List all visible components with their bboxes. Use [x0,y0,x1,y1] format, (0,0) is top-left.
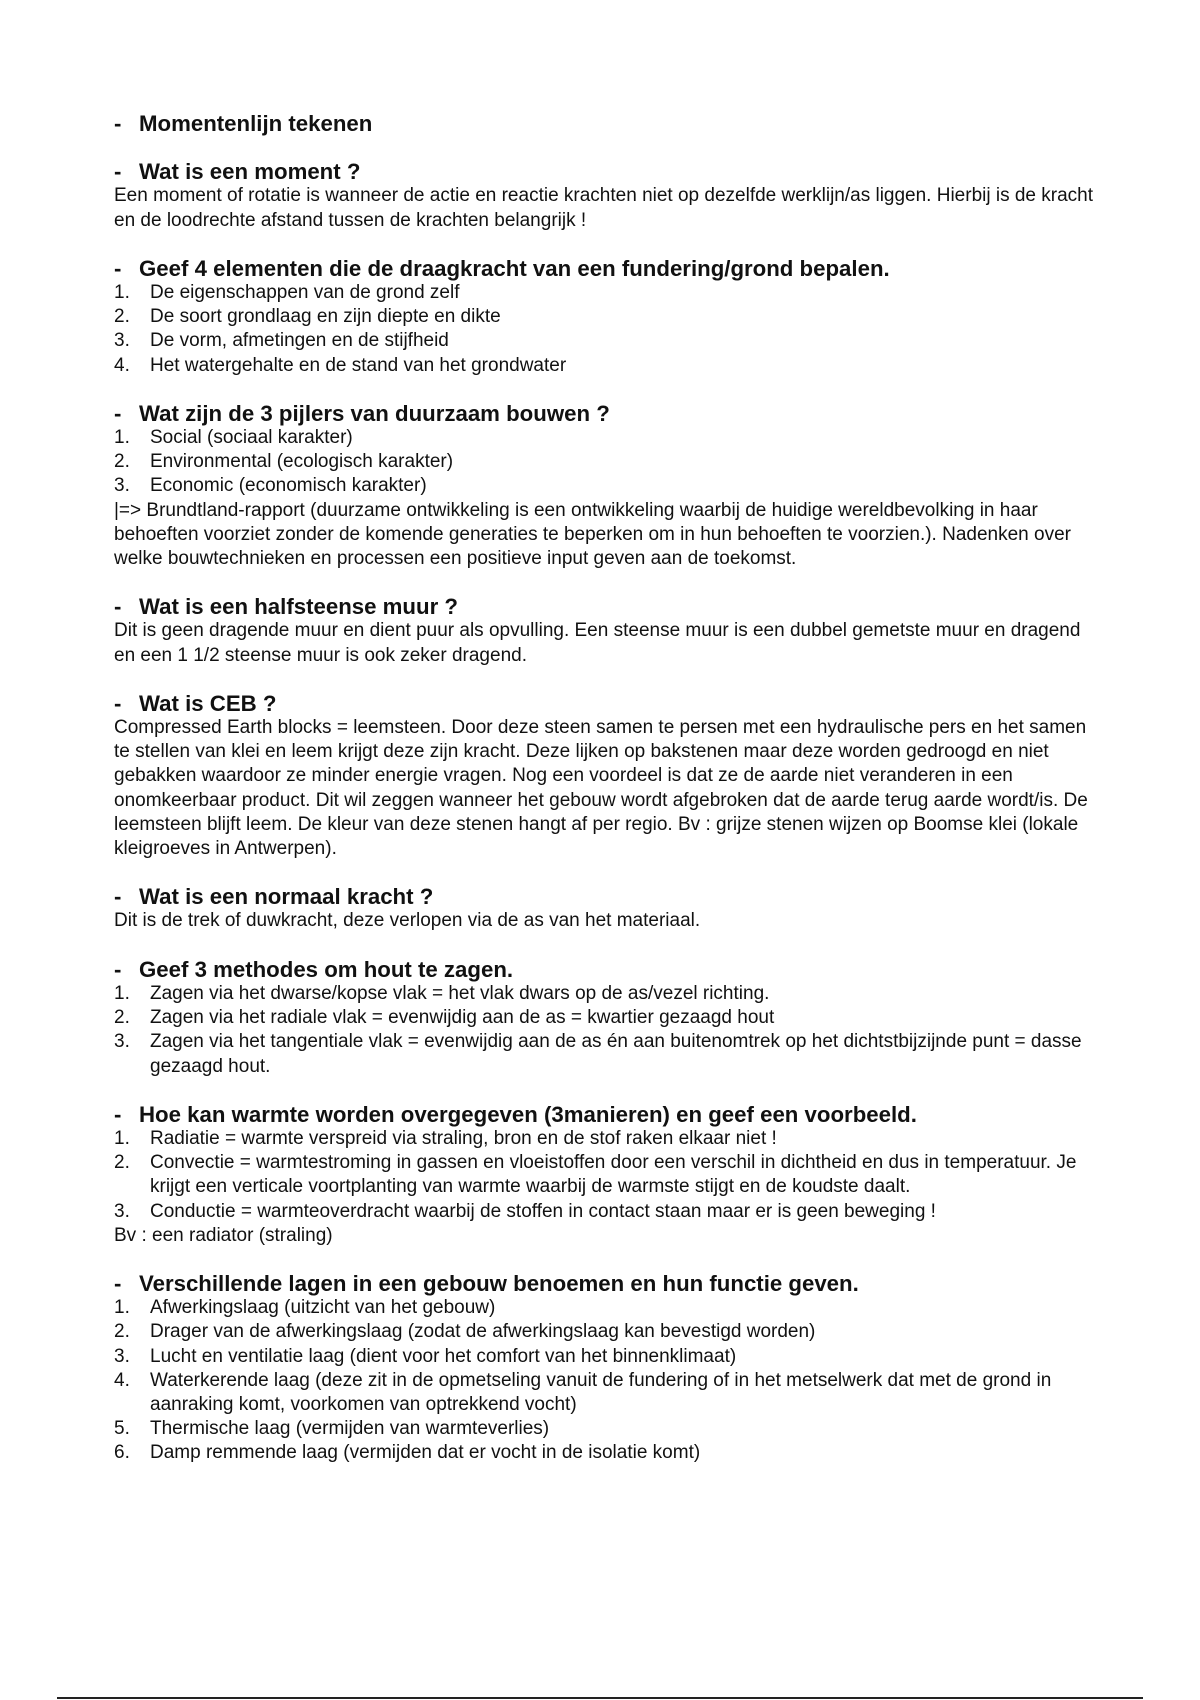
heading-text: Hoe kan warmte worden overgegeven (3manieren) en geef een voorbeeld. [139,1101,917,1127]
section-lagen [114,1272,1104,1466]
item-text: Lucht en ventilatie laag (dient voor het comfort van het binnenklimaat) [150,1345,737,1367]
item-text: Het watergehalte en de stand van het grondwater [150,354,567,376]
item-number: 1. [114,282,130,304]
bullet-dash: - [114,159,122,185]
heading-text: Geef 3 methodes om hout te zagen. [139,956,514,982]
item-number: 2. [114,306,130,328]
list-item [114,474,1104,498]
bullet-dash: - [114,690,122,716]
list-item [114,305,1104,329]
item-number: 1. [114,1297,130,1319]
list-item [114,1441,1104,1465]
heading-text: Wat is een normaal kracht ? [139,884,434,910]
section-heading [114,402,1104,426]
heading-text: Verschillende lagen in een gebouw benoemen en hun functie geven. [139,1270,859,1296]
item-text: Radiatie = warmte verspreid via straling, bron en de stof raken elkaar niet ! [150,1127,777,1149]
list-item [114,354,1104,378]
list-item [114,1320,1104,1344]
item-text: De vorm, afmetingen en de stijfheid [150,330,449,352]
item-text: Zagen via het tangentiale vlak = evenwijdig aan de as én aan buitenomtrek op het dichtstbijzijnde punt = dasse gezaagd hout. [150,1031,1082,1077]
item-number: 3. [114,1200,130,1222]
item-number: 3. [114,330,130,352]
section-heading [114,257,1104,281]
section-draagkracht [114,257,1104,378]
answer-paragraph: Dit is geen dragende muur en dient puur als opvulling. Een steense muur is een dubbel gemetste muur en dragend en een 1 1/2 steense muur is ook zeker dragend. [114,620,1081,666]
item-text: Damp remmende laag (vermijden dat er vocht in de isolatie komt) [150,1442,701,1464]
heading-text: Wat is een halfsteense muur ? [139,594,458,620]
section-halfsteense-muur [114,595,1104,668]
section-normaal-kracht [114,885,1104,933]
item-text: Waterkerende laag (deze zit in de opmetseling vanuit de fundering of in het metselwerk dat met de grond in aanraking komt, voorkomen van optrekkend vocht) [150,1369,1052,1415]
list-item [114,982,1104,1006]
answer-paragraph: Compressed Earth blocks = leemsteen. Door deze steen samen te persen met een hydraulische pers en het samen te stellen van klei en leem krijgt deze zijn kracht. Deze lijken op bakstenen maar deze worden gedroogd en niet gebakken waardoor ze minder energie vragen. Nog een voordeel is dat ze de aarde niet veranderen in een onomkeerbaar product. Dit wil zeggen wanneer het gebouw wordt afgebroken dat de aarde terug aarde wordt/is. De leemsteen blijft leem. De kleur van deze stenen hangt af per regio. Bv : grijze stenen wijzen op Boomse klei (lokale kleigroeves in Antwerpen). [114,717,1088,860]
item-text: Afwerkingslaag (uitzicht van het gebouw) [150,1297,496,1319]
section-hout-zagen [114,958,1104,1079]
list-item [114,1127,1104,1151]
item-number: 4. [114,354,130,376]
item-number: 6. [114,1442,130,1464]
list-item [114,1417,1104,1441]
heading-text: Geef 4 elementen die de draagkracht van een fundering/grond bepalen. [139,255,890,281]
numbered-list [114,1127,1104,1224]
section-heading [114,885,1104,909]
item-text: Environmental (ecologisch karakter) [150,451,454,473]
item-number: 1. [114,427,130,449]
numbered-list [114,982,1104,1079]
answer-paragraph: Dit is de trek of duwkracht, deze verlopen via de as van het materiaal. [114,910,701,932]
item-number: 2. [114,451,130,473]
list-item [114,329,1104,353]
item-text: Conductie = warmteoverdracht waarbij de stoffen in contact staan maar er is geen beweging ! [150,1200,936,1222]
item-number: 2. [114,1152,130,1174]
item-text: Social (sociaal karakter) [150,427,353,449]
list-item [114,1369,1104,1417]
item-number: 3. [114,1345,130,1367]
item-text: Thermische laag (vermijden van warmteverlies) [150,1418,550,1440]
document-page [114,112,1104,1490]
list-item [114,426,1104,450]
footer-divider [57,1697,1143,1699]
item-number: 3. [114,1031,130,1053]
item-text: De soort grondlaag en zijn diepte en dikte [150,306,501,328]
list-item [114,1151,1104,1199]
item-text: Economic (economisch karakter) [150,475,427,497]
heading-text: Wat zijn de 3 pijlers van duurzaam bouwen ? [139,400,610,426]
section-heading [114,160,1104,184]
section-warmte [114,1103,1104,1248]
bullet-dash: - [114,594,122,620]
item-text: Zagen via het dwarse/kopse vlak = het vlak dwars op de as/vezel richting. [150,982,770,1004]
section-heading [114,692,1104,716]
bullet-dash: - [114,400,122,426]
heading-text: Wat is een moment ? [139,159,361,185]
item-number: 1. [114,1127,130,1149]
list-item [114,1200,1104,1224]
item-number: 2. [114,1321,130,1343]
answer-paragraph: Een moment of rotatie is wanneer de actie en reactie krachten niet op dezelfde werklijn/as liggen. Hierbij is de kracht en de loodrechte afstand tussen de krachten belangrijk ! [114,185,1094,231]
numbered-list [114,1296,1104,1465]
list-item [114,450,1104,474]
bullet-dash: - [114,111,122,136]
list-item [114,1345,1104,1369]
heading-text: Momentenlijn tekenen [139,111,373,136]
section-heading [114,958,1104,982]
item-number: 3. [114,475,130,497]
list-item [114,1296,1104,1320]
section-ceb [114,692,1104,861]
numbered-list [114,281,1104,378]
section-heading [114,112,1104,136]
item-number: 1. [114,982,130,1004]
item-text: Convectie = warmtestroming in gassen en vloeistoffen door een verschil in dichtheid en dus in temperatuur. Je krijgt een verticale voortplanting van warmte waarbij de warmste stijgt en de koudste daalt. [150,1152,1077,1198]
item-number: 5. [114,1418,130,1440]
bullet-dash: - [114,1101,122,1127]
section-heading [114,595,1104,619]
example-paragraph: Bv : een radiator (straling) [114,1224,333,1246]
list-item [114,1006,1104,1030]
item-number: 4. [114,1369,130,1391]
section-heading [114,1103,1104,1127]
section-heading [114,1272,1104,1296]
list-item [114,1030,1104,1078]
numbered-list [114,426,1104,499]
item-text: Drager van de afwerkingslaag (zodat de afwerkingslaag kan bevestigd worden) [150,1321,816,1343]
section-moment [114,160,1104,233]
bullet-dash: - [114,1270,122,1296]
bullet-dash: - [114,956,122,982]
followup-paragraph: |=> Brundtland-rapport (duurzame ontwikkeling is een ontwikkeling waarbij de huidige wereldbevolking in haar behoeften voorziet zonder de komende generaties te beperken om in hun behoeften te voorzien.). Nadenken over welke bouwtechnieken en processen een positieve input geven aan de toekomst. [114,499,1071,570]
list-item [114,281,1104,305]
item-text: De eigenschappen van de grond zelf [150,282,460,304]
bullet-dash: - [114,884,122,910]
item-text: Zagen via het radiale vlak = evenwijdig aan de as = kwartier gezaagd hout [150,1007,775,1029]
section-momentenlijn [114,112,1104,136]
item-number: 2. [114,1007,130,1029]
heading-text: Wat is CEB ? [139,690,277,716]
bullet-dash: - [114,255,122,281]
section-pijlers [114,402,1104,571]
